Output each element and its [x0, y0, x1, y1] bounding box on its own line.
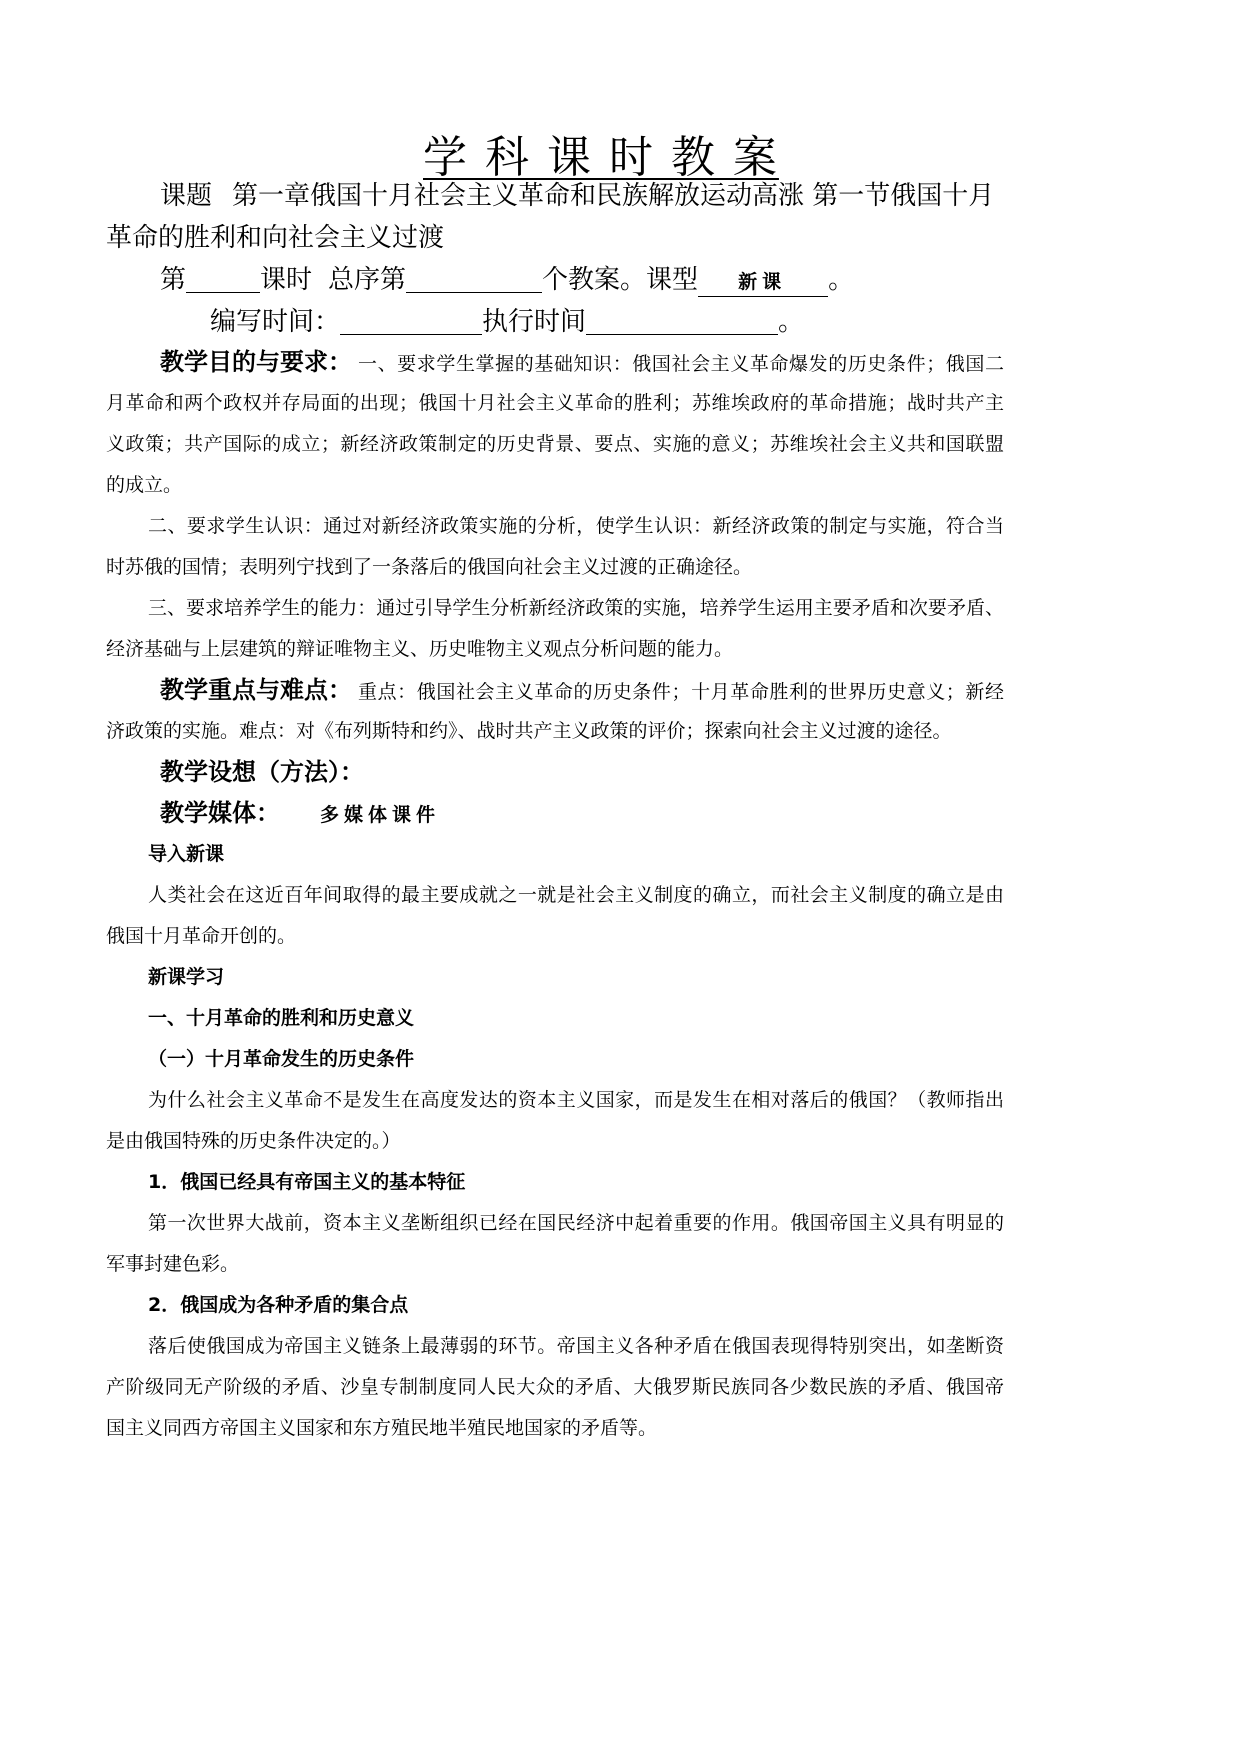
approach-label: 教学设想（方法）：	[160, 758, 364, 786]
paragraph-line: 二、要求学生认识：通过对新经济政策实施的分析，使学生认识：新经济政策的制定与实施，符合当	[148, 515, 1004, 537]
paragraph-line: 军事封建色彩。	[106, 1253, 240, 1275]
time-line-end: 。	[778, 307, 805, 337]
total-prefix: 总序第	[328, 265, 407, 295]
paragraph-line: 义政策；共产国际的成立；新经济政策制定的历史背景、要点、实施的意义；苏维埃社会主义共和国联盟	[106, 433, 1004, 455]
lesson-type-value: 新课	[738, 271, 787, 293]
key-points-section	[106, 670, 1004, 752]
period-prefix: 第	[160, 265, 187, 295]
paragraph-line: 月革命和两个政权并存局面的出现；俄国十月社会主义革命的胜利；苏维埃政府的革命措施；战时共产主	[106, 392, 1004, 414]
paragraph-line: 一、要求学生掌握的基础知识：俄国社会主义革命爆发的历史条件；俄国二	[358, 353, 1004, 375]
subsection-heading: （一）十月革命发生的历史条件	[148, 1048, 415, 1070]
paragraph-line: 经济基础与上层建筑的辩证唯物主义、历史唯物主义观点分析问题的能力。	[106, 638, 734, 660]
new-lesson-heading: 新课学习	[148, 966, 225, 988]
executed-time-blank	[586, 314, 778, 335]
paragraph-line: 落后使俄国成为帝国主义链条上最薄弱的环节。帝国主义各种矛盾在俄国表现得特别突出，如垄断资	[148, 1335, 1004, 1357]
paragraph-line: 人类社会在这近百年间取得的最主要成就之一就是社会主义制度的确立，而社会主义制度的确立是由	[148, 884, 1004, 906]
lesson-topic-row	[160, 175, 994, 217]
lesson-body	[106, 342, 1004, 1449]
objectives-first-row	[106, 342, 1004, 383]
media-row	[106, 793, 1004, 834]
key-points-first-row	[106, 670, 1004, 711]
lesson-topic-line: 革命的胜利和向社会主义过渡	[106, 223, 445, 253]
period-line-end: 。	[828, 265, 855, 295]
lesson-type-field	[698, 266, 828, 297]
section-heading: 一、十月革命的胜利和历史意义	[148, 1007, 415, 1029]
objectives-label: 教学目的与要求：	[160, 348, 352, 376]
media-value: 多媒体课件	[320, 804, 441, 826]
approach-row	[106, 752, 1004, 793]
paragraph-line: 产阶级同无产阶级的矛盾、沙皇专制制度同人民大众的矛盾、大俄罗斯民族同各少数民族的矛盾、俄国帝	[106, 1376, 1004, 1398]
media-label: 教学媒体：	[160, 799, 280, 827]
intro-heading: 导入新课	[148, 843, 225, 865]
objectives-section	[106, 342, 1004, 670]
time-row	[210, 301, 804, 343]
paragraph-line: 三、要求培养学生的能力：通过引导学生分析新经济政策的实施，培养学生运用主要矛盾和次要矛盾、	[148, 597, 1004, 619]
page-title: 学 科 课 时 教 案	[423, 132, 779, 183]
paragraph-line: 国主义同西方帝国主义国家和东方殖民地半殖民地国家的矛盾等。	[106, 1417, 658, 1439]
paragraph-line: 是由俄国特殊的历史条件决定的。）	[106, 1130, 401, 1152]
total-number-blank	[406, 272, 542, 293]
paragraph-line: 的成立。	[106, 474, 183, 496]
period-suffix: 课时	[260, 265, 313, 295]
paragraph-line: 第一次世界大战前，资本主义垄断组织已经在国民经济中起着重要的作用。俄国帝国主义具有明显的	[148, 1212, 1004, 1234]
period-row	[160, 259, 854, 301]
paragraph-line: 俄国十月革命开创的。	[106, 925, 297, 947]
written-time-blank	[340, 314, 482, 335]
period-number-blank	[186, 272, 260, 293]
written-time-label: 编写时间：	[210, 307, 341, 337]
lesson-topic-line: 第一章俄国十月社会主义革命和民族解放运动高涨 第一节俄国十月	[232, 181, 995, 211]
total-suffix: 个教案。课型	[542, 265, 699, 295]
lesson-topic-label: 课题	[160, 181, 213, 211]
point-heading: 2．俄国成为各种矛盾的集合点	[148, 1294, 409, 1316]
point-heading: 1．俄国已经具有帝国主义的基本特征	[148, 1171, 466, 1193]
paragraph-line: 时苏俄的国情；表明列宁找到了一条落后的俄国向社会主义过渡的正确途径。	[106, 556, 753, 578]
paragraph-line: 济政策的实施。难点：对《布列斯特和约》、战时共产主义政策的评价；探索向社会主义过渡的途径。	[106, 720, 952, 742]
executed-time-label: 执行时间	[482, 307, 587, 337]
paragraph-line: 重点：俄国社会主义革命的历史条件；十月革命胜利的世界历史意义；新经	[358, 681, 1004, 703]
key-points-label: 教学重点与难点：	[160, 676, 352, 704]
paragraph-line: 为什么社会主义革命不是发生在高度发达的资本主义国家，而是发生在相对落后的俄国？（教师指出	[148, 1089, 1004, 1111]
